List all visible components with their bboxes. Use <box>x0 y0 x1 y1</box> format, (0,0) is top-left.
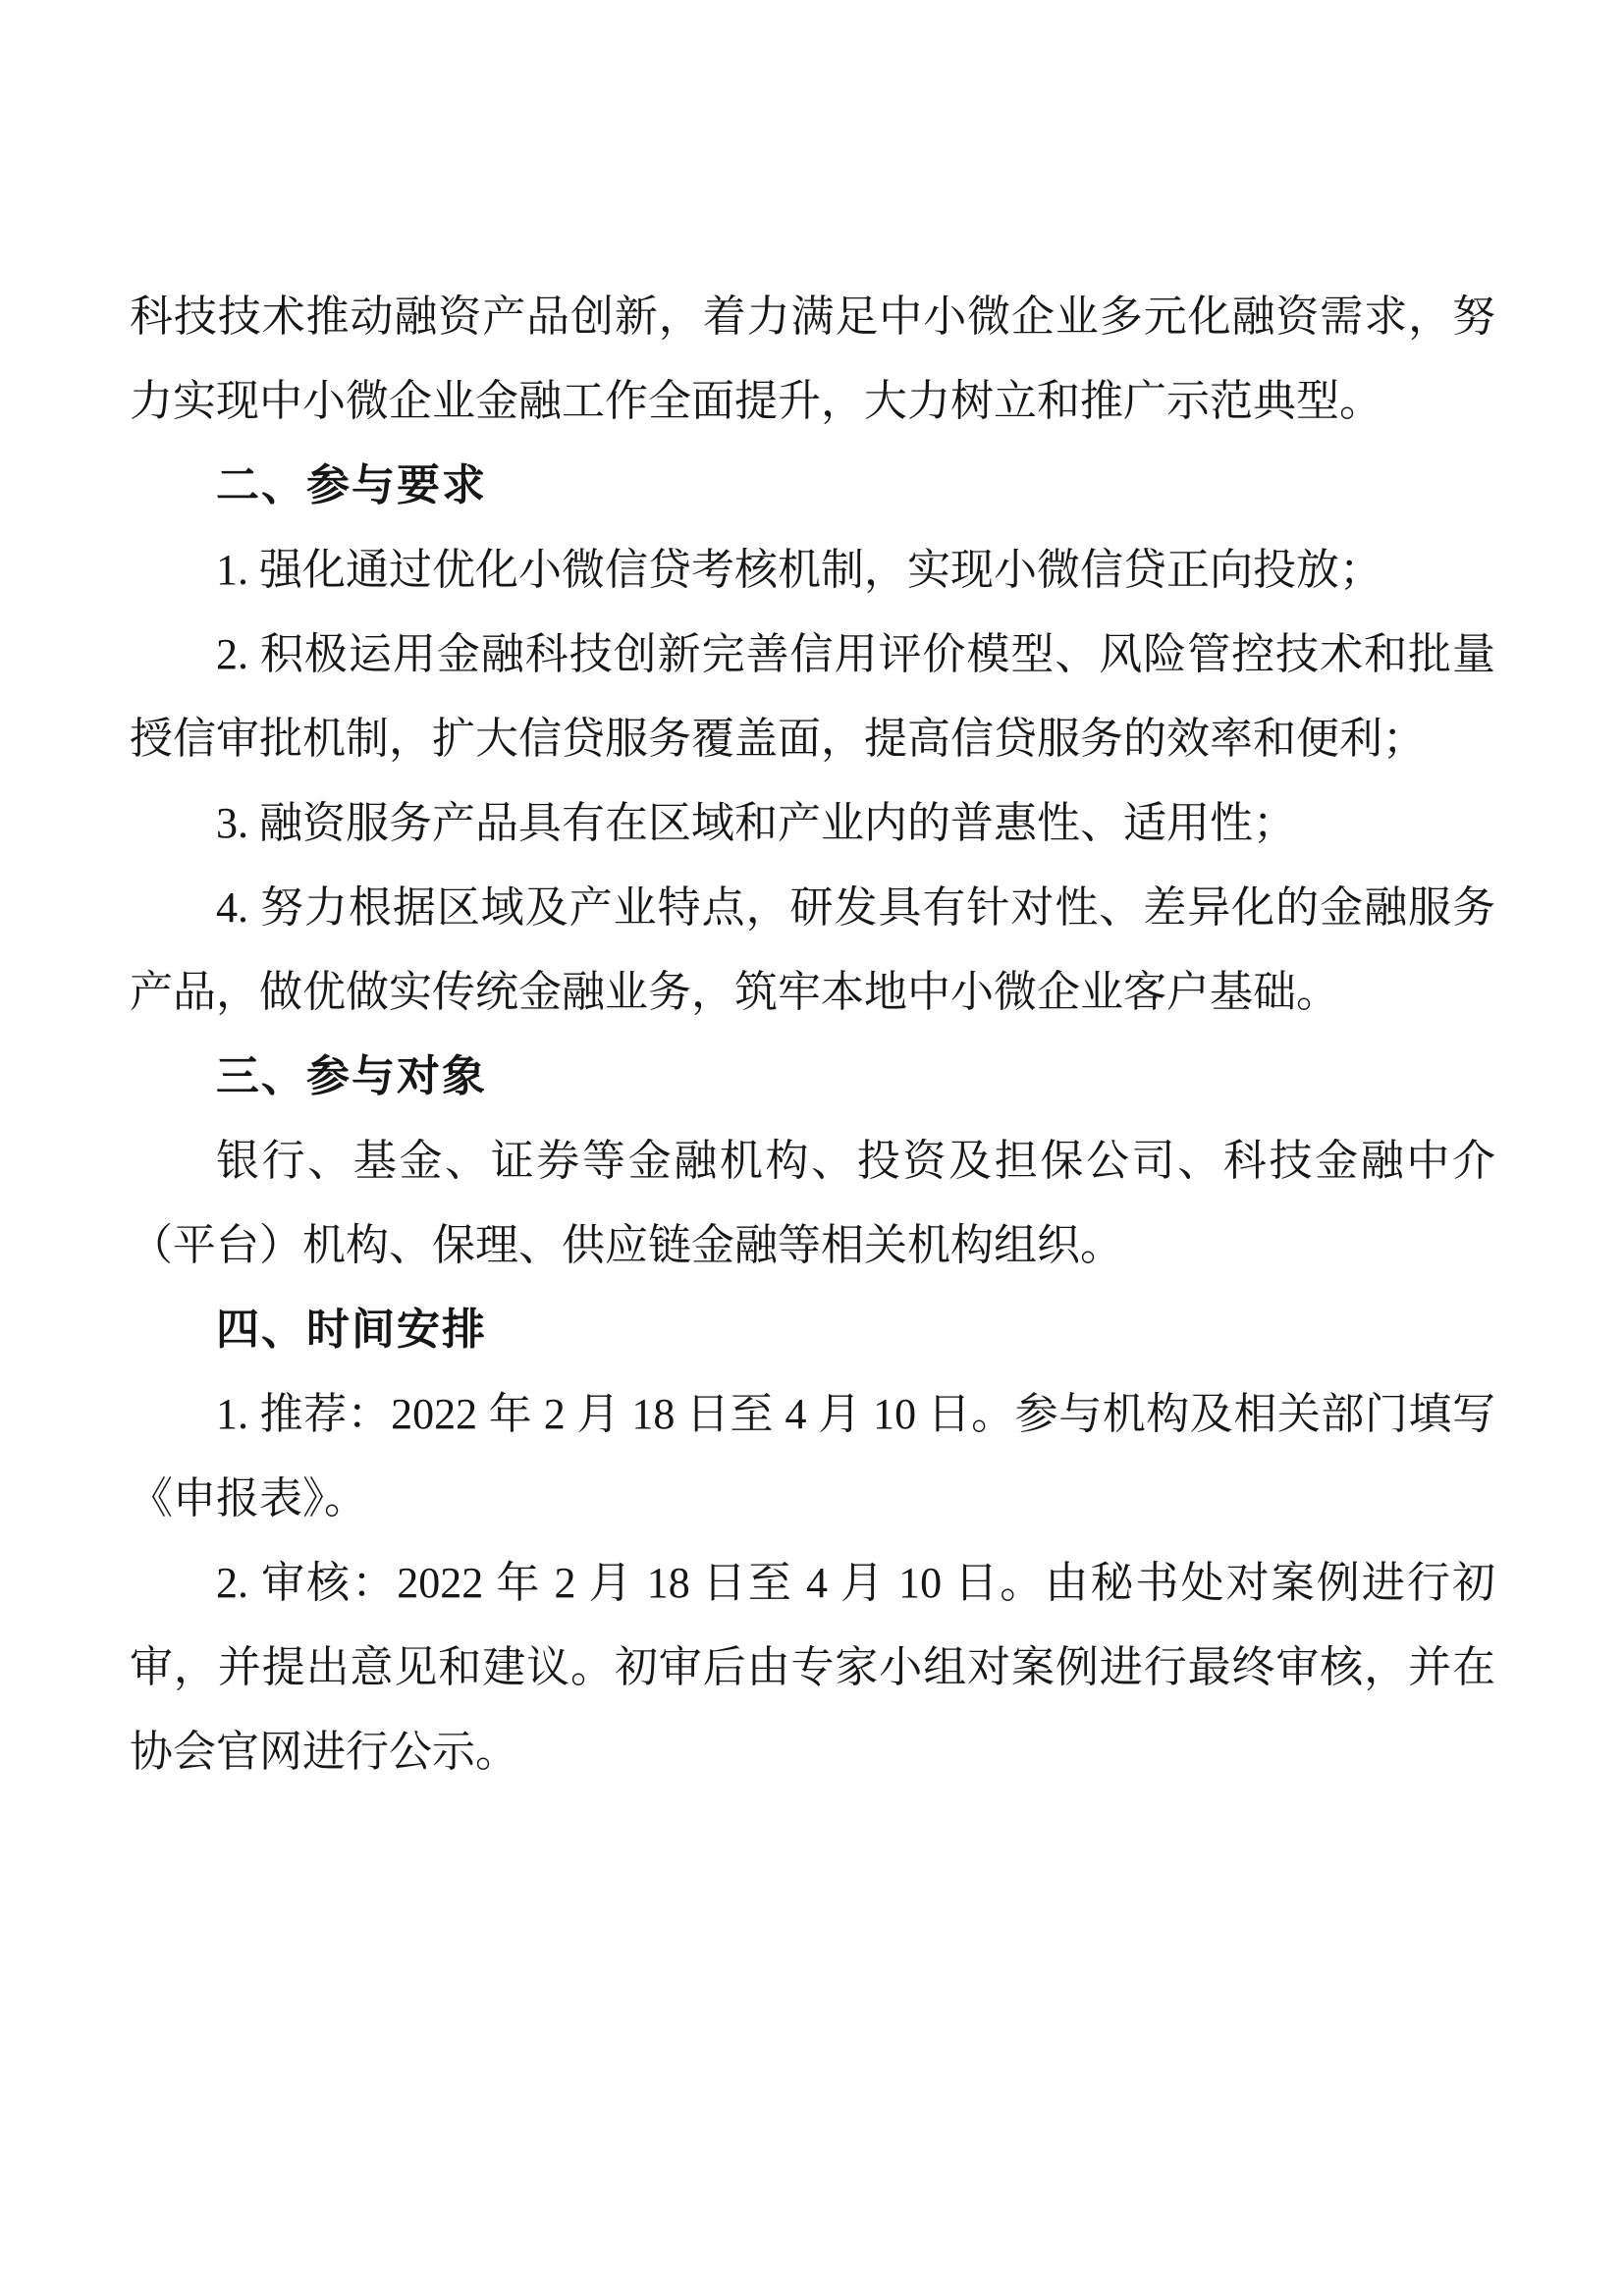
schedule-item-1: 1. 推荐：2022 年 2 月 18 日至 4 月 10 日。参与机构及相关部门填写《申报表》。 <box>130 1390 1495 1522</box>
document-text-block <box>130 275 1495 1794</box>
participants-paragraph: 银行、基金、证券等金融机构、投资及担保公司、科技金融中介（平台）机构、保理、供应链金融等相关机构组织。 <box>130 1137 1495 1269</box>
section-heading-schedule: 四、时间安排 <box>216 1306 487 1354</box>
schedule-item-2: 2. 审核：2022 年 2 月 18 日至 4 月 10 日。由秘书处对案例进行初审，并提出意见和建议。初审后由专家小组对案例进行最终审核，并在协会官网进行公示。 <box>130 1559 1495 1776</box>
requirement-item-1: 1. 强化通过优化小微信贷考核机制，实现小微信贷正向投放； <box>216 546 1382 594</box>
section-heading-participants: 三、参与对象 <box>216 1052 487 1100</box>
section-heading-participation-requirements: 二、参与要求 <box>216 461 487 509</box>
requirement-item-2: 2. 积极运用金融科技创新完善信用评价模型、风险管控技术和批量授信审批机制，扩大信贷服务覆盖面，提高信贷服务的效率和便利； <box>130 630 1495 763</box>
paragraph-continuation: 科技技术推动融资产品创新，着力满足中小微企业多元化融资需求，努力实现中小微企业金融工作全面提升，大力树立和推广示范典型。 <box>130 293 1495 425</box>
requirement-item-4: 4. 努力根据区域及产业特点，研发具有针对性、差异化的金融服务产品，做优做实传统金融业务，筑牢本地中小微企业客户基础。 <box>130 883 1495 1016</box>
requirement-item-3: 3. 融资服务产品具有在区域和产业内的普惠性、适用性； <box>216 799 1296 847</box>
